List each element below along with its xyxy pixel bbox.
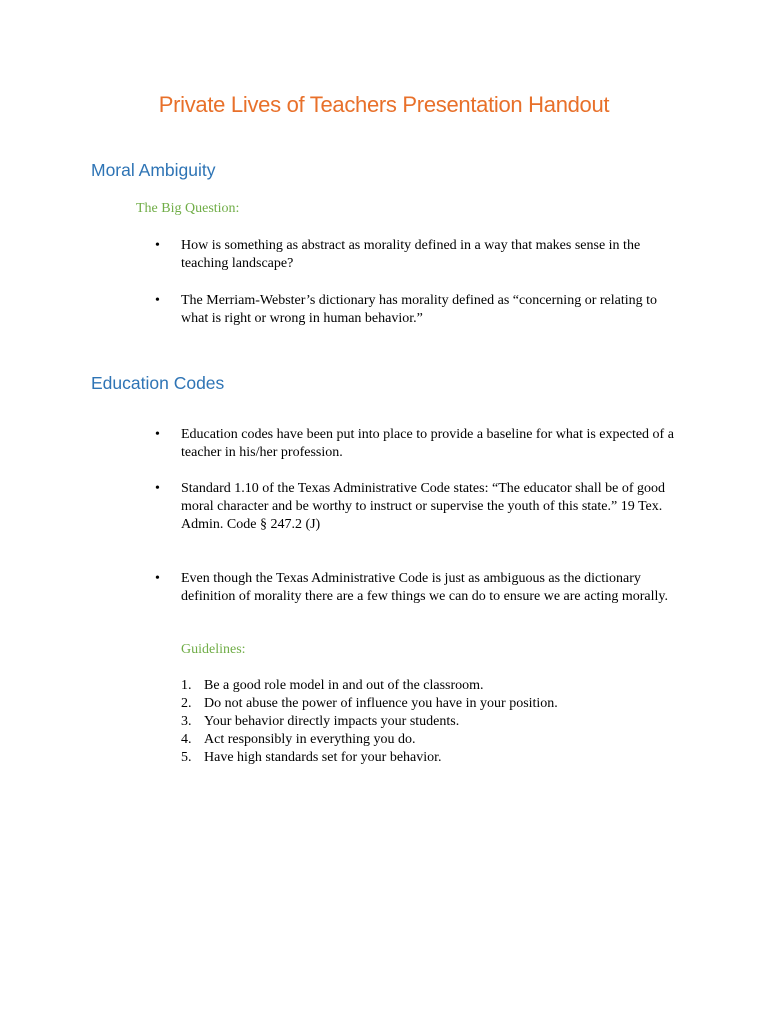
list-item-text: Be a good role model in and out of the classroom. <box>204 678 484 693</box>
bullet-glyph: • <box>155 571 160 586</box>
guidelines-subheading: Guidelines: <box>181 642 246 657</box>
section-heading-education-codes: Education Codes <box>91 373 225 393</box>
list-item-text: Your behavior directly impacts your students. <box>204 714 460 729</box>
list-item <box>181 713 661 731</box>
bullet-glyph: • <box>155 481 160 496</box>
list-item-text: Do not abuse the power of influence you have in your position. <box>204 696 558 711</box>
bullet-text: Education codes have been put into place to provide a baseline for what is expected of a teacher in his/her profession. <box>181 427 674 460</box>
list-item <box>181 731 661 749</box>
list-item-text: Act responsibly in everything you do. <box>204 732 416 747</box>
list-number: 3. <box>181 714 192 729</box>
bullet-glyph: • <box>155 293 160 308</box>
big-question-subheading: The Big Question: <box>136 201 240 216</box>
bullet-text: Even though the Texas Administrative Code is just as ambiguous as the dictionary definition of morality there are a few things we can do to ensure we are acting morally. <box>181 571 668 604</box>
guidelines-list <box>181 677 661 767</box>
list-number: 1. <box>181 678 192 693</box>
list-item <box>181 695 661 713</box>
bullet-text: Standard 1.10 of the Texas Administrative Code states: “The educator shall be of good moral character and be worthy to instruct or supervise the youth of this state.” 19 Tex. Admin. Code § 247.2 (J) <box>181 481 665 532</box>
list-item <box>181 749 661 767</box>
list-item-text: Have high standards set for your behavior. <box>204 750 442 765</box>
list-number: 2. <box>181 696 192 711</box>
page-title: Private Lives of Teachers Presentation Handout <box>158 92 610 117</box>
list-item <box>181 677 661 695</box>
bullet-text: How is something as abstract as morality defined in a way that makes sense in the teaching landscape? <box>181 238 641 271</box>
list-number: 4. <box>181 732 192 747</box>
bullet-text: The Merriam-Webster’s dictionary has morality defined as “concerning or relating to what is right or wrong in human behavior.” <box>181 293 657 326</box>
bullet-glyph: • <box>155 238 160 253</box>
bullet-glyph: • <box>155 427 160 442</box>
list-number: 5. <box>181 750 192 765</box>
section-heading-moral-ambiguity: Moral Ambiguity <box>91 160 216 180</box>
